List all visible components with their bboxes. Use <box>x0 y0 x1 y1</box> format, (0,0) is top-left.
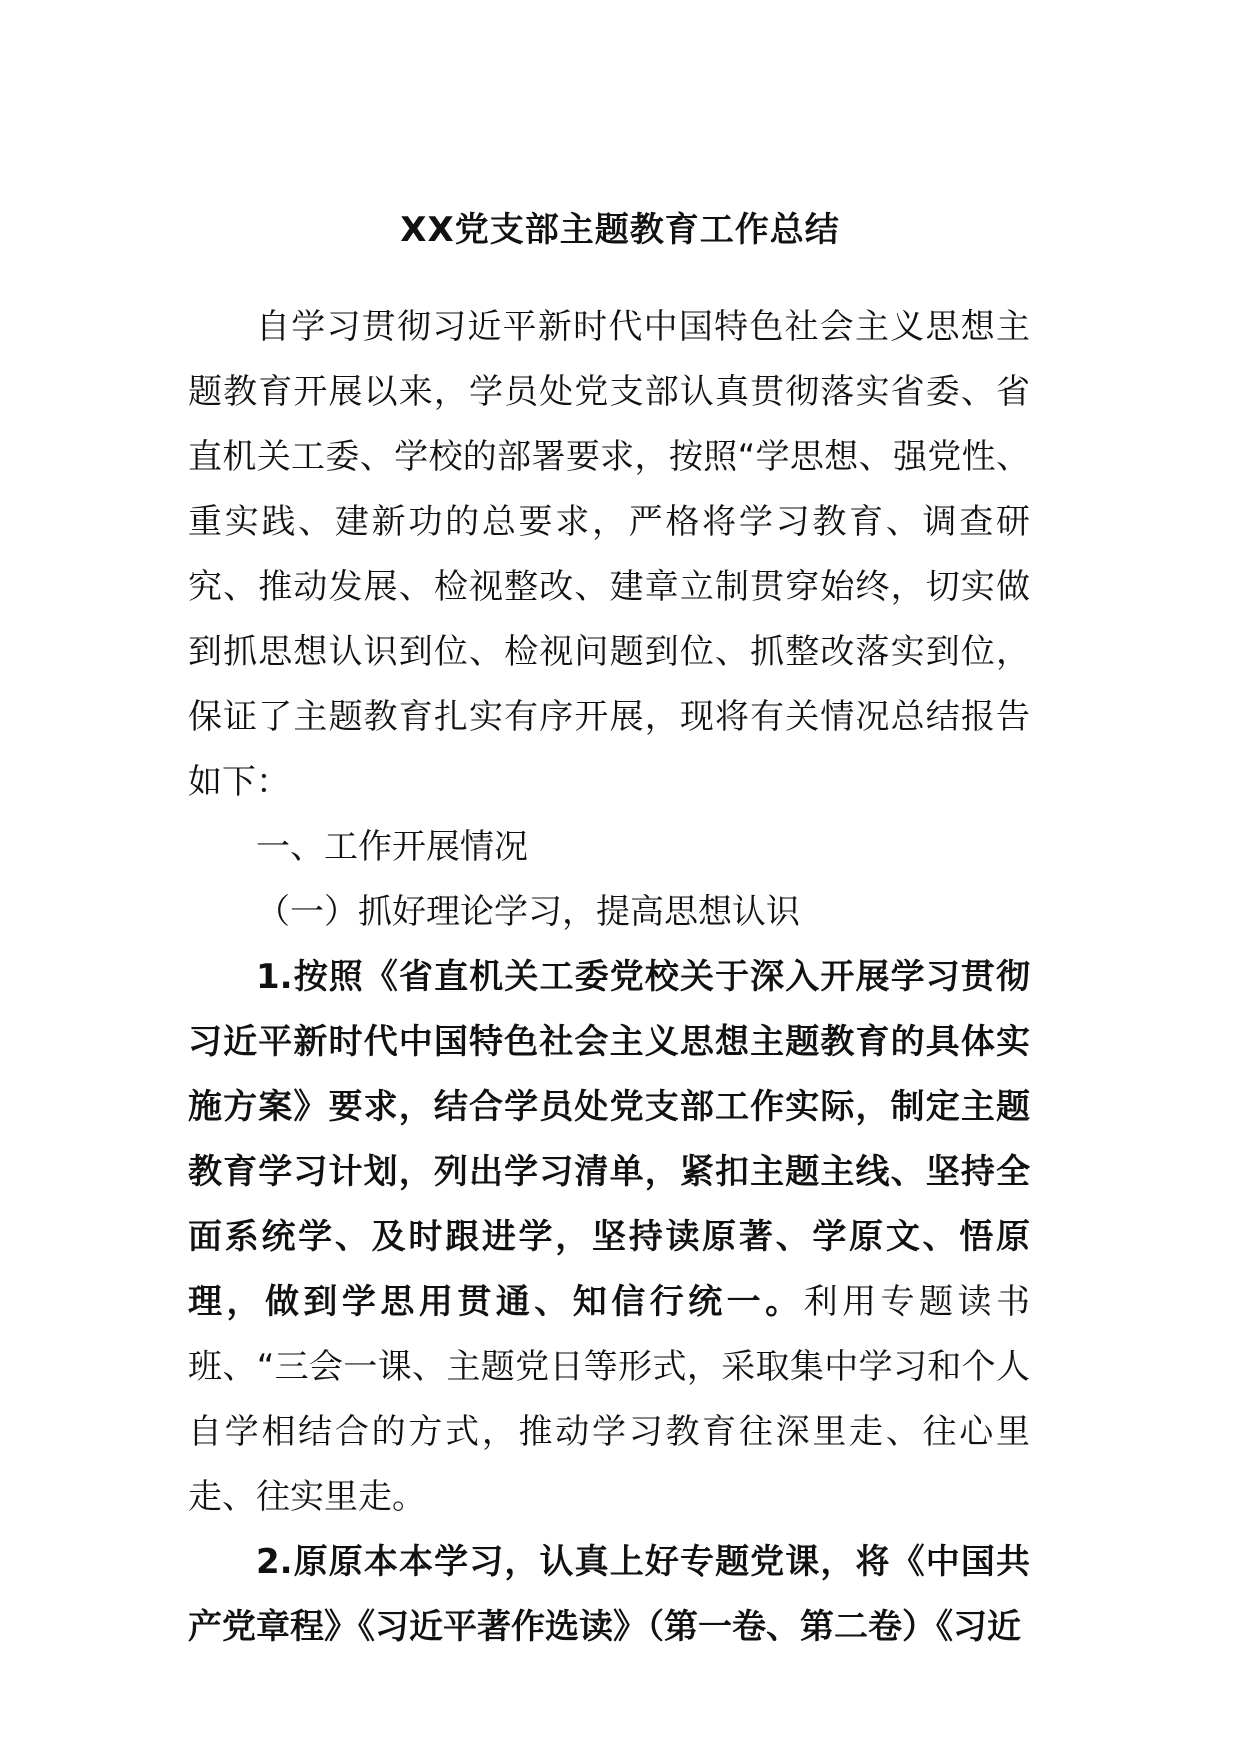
paragraph-text: （一）抓好理论学习，提高思想认识 <box>256 892 800 932</box>
section-heading <box>188 815 1030 880</box>
document-body <box>188 295 1030 1660</box>
subsection-heading <box>188 880 1030 945</box>
document-title: XX党支部主题教育工作总结 <box>400 210 840 250</box>
paragraph-intro <box>188 295 1030 815</box>
paragraph-bold-text: 1.按照《省直机关工委党校关于深入开展学习贯彻习近平新时代中国特色社会主义思想主题教育的具体实施方案》要求，结合学员处党支部工作实际，制定主题教育学习计划，列出学习清单，紧扣主题主线、坚持全面系统学、及时跟进学，坚持读原著、学原文、悟原理，做到学思用贯通、知信行统一。 <box>188 957 1030 1322</box>
paragraph-text: 自学习贯彻习近平新时代中国特色社会主义思想主题教育开展以来，学员处党支部认真贯彻落实省委、省直机关工委、学校的部署要求，按照“学思想、强党性、重实践、建新功的总要求，严格将学习教育、调查研究、推动发展、检视整改、建章立制贯穿始终，切实做到抓思想认识到位、检视问题到位、抓整改落实到位，保证了主题教育扎实有序开展，现将有关情况总结报告如下： <box>188 307 1030 802</box>
paragraph-text: 一、工作开展情况 <box>256 827 528 867</box>
paragraph-item-2 <box>188 1530 1030 1660</box>
paragraph-text: 利用专题读书班、“三会一课、主题党日等形式，采取集中学习和个人自学相结合的方式，推动学习教育往深里走、往心里走、往实里走。 <box>188 1282 1031 1517</box>
paragraph-bold-text: 2.原原本本学习，认真上好专题党课，将《中国共产党章程》《习近平著作选读》（第一卷、第二卷）《习近 <box>188 1542 1030 1647</box>
paragraph-item-1 <box>188 945 1030 1530</box>
